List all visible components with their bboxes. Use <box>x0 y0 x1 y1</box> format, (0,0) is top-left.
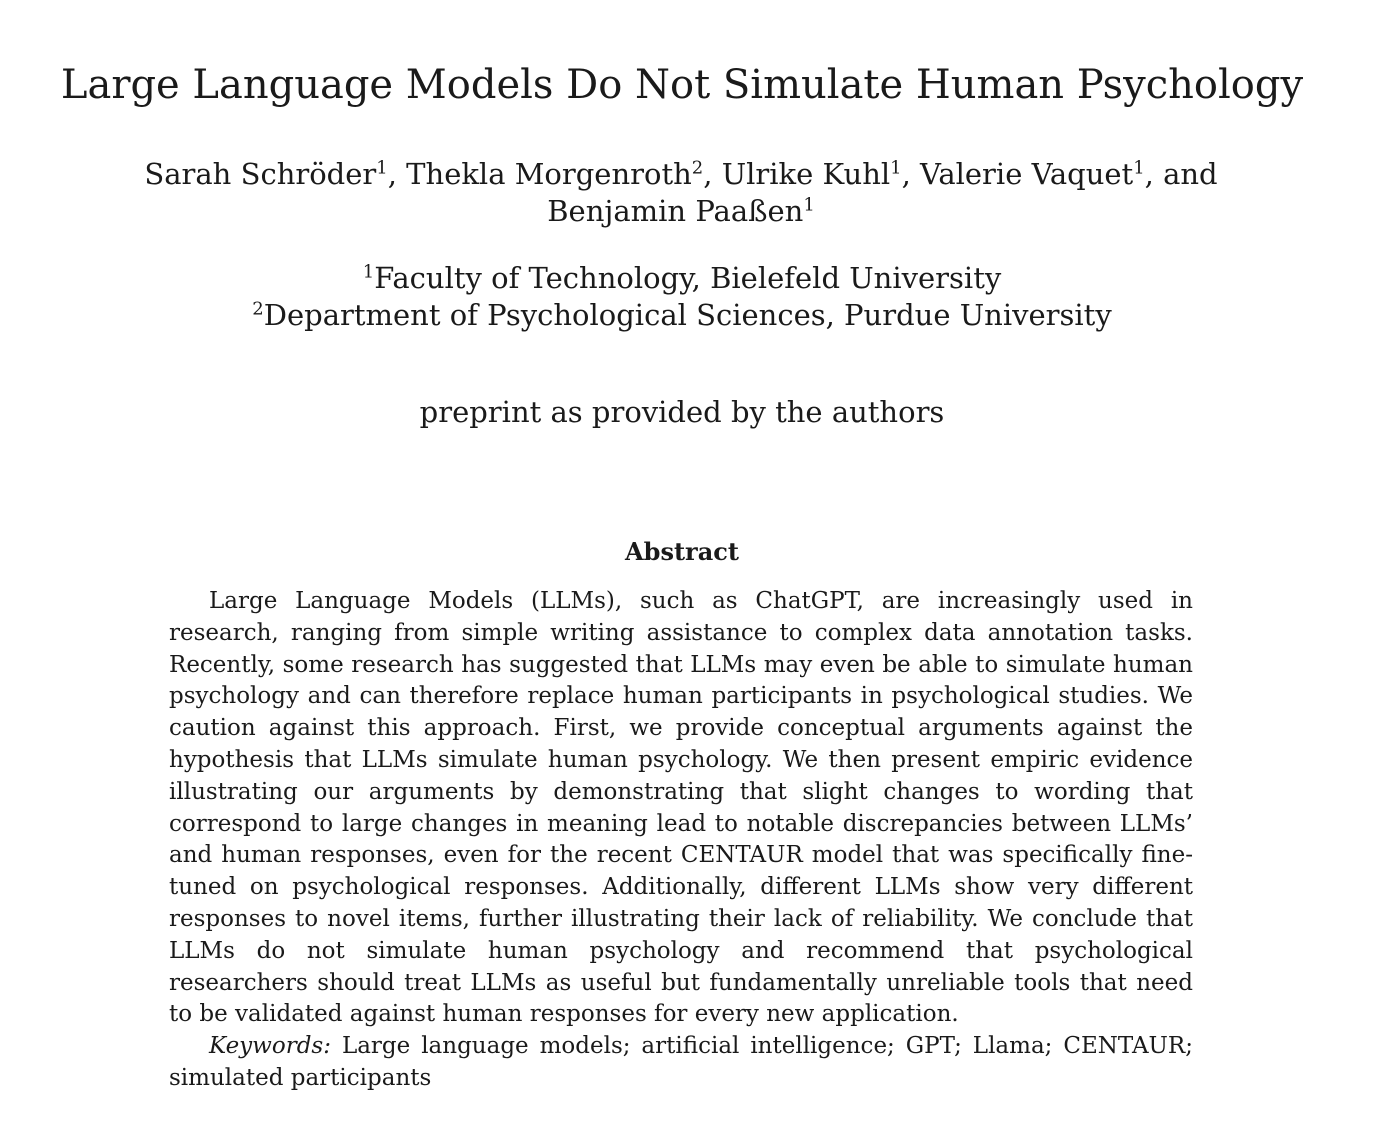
affiliation-text: Department of Psychological Sciences, Purdue University <box>263 298 1112 332</box>
affiliation-list <box>0 260 1364 334</box>
author-name: Sarah Schröder <box>144 157 377 191</box>
author-affil-mark: 1 <box>376 157 388 179</box>
author-name: Thekla Morgenroth <box>406 157 692 191</box>
keywords <box>169 1031 1193 1095</box>
abstract-text: Large Language Models (LLMs), such as ChatGPT, are increasingly used in research, ranging from simple writing assistance to complex data annotation tasks. Recently, some research has suggested that LLMs may even be able to simulate human psychology and can therefore replace human participants in psychological studies. We caution against this approach. First, we provide conceptual arguments against the hypothesis that LLMs simulate human psychology. We then present empiric evidence illustrating our arguments by demonstrating that slight changes to wording that correspond to large changes in meaning lead to notable discrepancies between LLMs’ and human responses, even for the recent CENTAUR model that was specifically fine-tuned on psychological responses. Additionally, different LLMs show very different responses to novel items, further illustrating their lack of reliability. We conclude that LLMs do not simulate human psychology and recommend that psychological researchers should treat LLMs as useful but fundamentally unreliable tools that need to be validated against human responses for every new application. <box>169 588 1193 1028</box>
author-affil-mark: 1 <box>1133 157 1145 179</box>
abstract-heading: Abstract <box>625 537 739 566</box>
author-name: Benjamin Paaßen <box>547 194 804 228</box>
author-separator: , <box>703 157 722 191</box>
affiliation-text: Faculty of Technology, Bielefeld University <box>374 261 1002 295</box>
keywords-label: Keywords: <box>209 1033 331 1059</box>
author-name: Valerie Vaquet <box>920 157 1134 191</box>
affiliation-mark: 1 <box>362 261 375 283</box>
author-affil-mark: 2 <box>691 157 704 179</box>
author-list <box>100 156 1262 230</box>
author-affil-mark: 1 <box>803 194 815 216</box>
author-separator: , <box>387 157 407 191</box>
author-separator: , and <box>1144 157 1218 191</box>
paper-title: Large Language Models Do Not Simulate Human Psychology <box>60 62 1304 108</box>
affiliation-mark: 2 <box>252 298 264 320</box>
affiliation <box>0 260 1364 297</box>
keywords-text: Large language models; artificial intelligence; GPT; Llama; CENTAUR; simulated participants <box>169 1033 1194 1091</box>
author-separator: , <box>901 157 921 191</box>
affiliation <box>0 297 1364 334</box>
preprint-note: preprint as provided by the authors <box>419 395 945 429</box>
author-name: Ulrike Kuhl <box>721 157 891 191</box>
author-affil-mark: 1 <box>890 157 902 179</box>
